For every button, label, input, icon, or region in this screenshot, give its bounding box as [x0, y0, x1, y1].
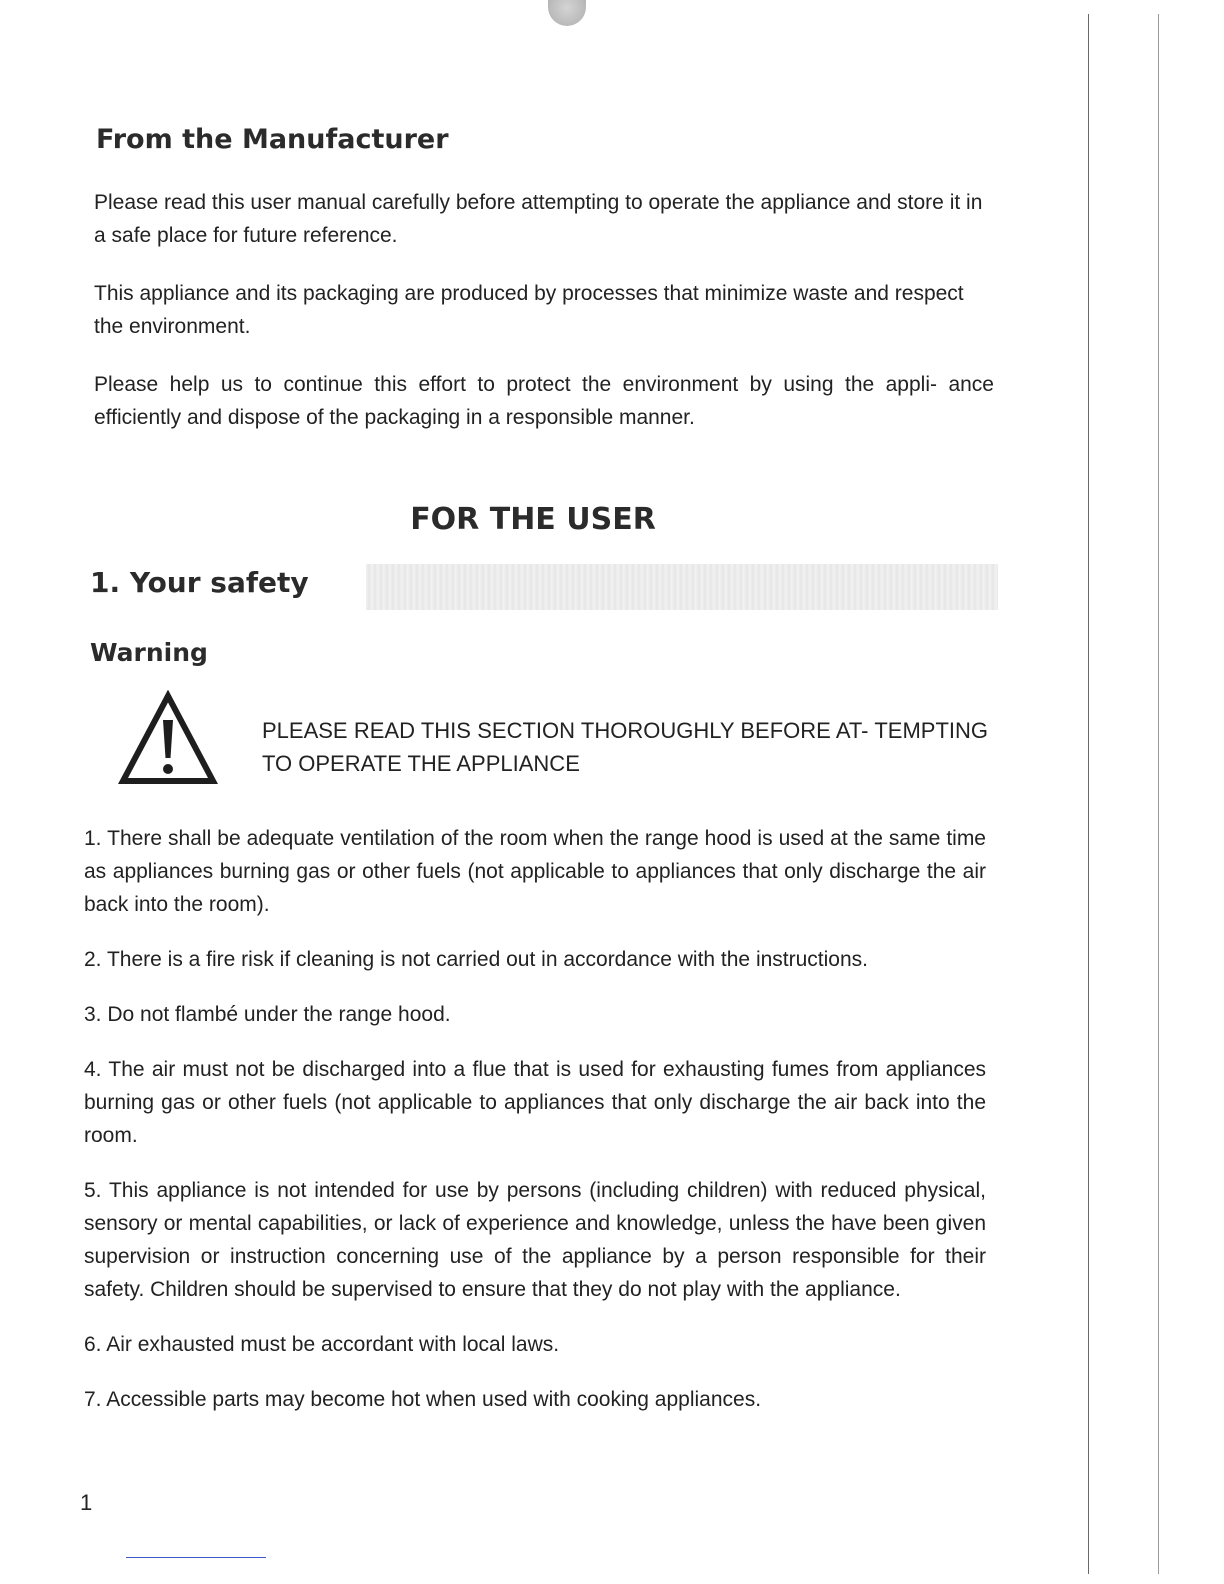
safety-item: 3. Do not flambé under the range hood. [84, 1003, 451, 1026]
warning-triangle-icon [118, 690, 218, 786]
for-the-user-heading: FOR THE USER [410, 502, 656, 537]
manufacturer-paragraph-2: This appliance and its packaging are produced by processes that minimize waste and respect the environment. [94, 282, 964, 338]
safety-item: 4. The air must not be discharged into a flue that is used for exhausting fumes from appliances burning gas or other fuels (not applicable to appliances that only discharge the air back into the room. [84, 1058, 986, 1147]
manufacturer-paragraph-1: Please read this user manual carefully before attempting to operate the appliance and store it in a safe place for future reference. [94, 191, 983, 247]
punch-hole-mark [548, 0, 586, 26]
footer-rule [126, 1557, 266, 1558]
safety-instructions-list [84, 822, 986, 1416]
warning-text: PLEASE READ THIS SECTION THOROUGHLY BEFORE AT- TEMPTING TO OPERATE THE APPLIANCE [262, 718, 988, 776]
page-edge-line-outer [1158, 14, 1159, 1574]
page-edge-line [1088, 14, 1089, 1574]
safety-item: 5. This appliance is not intended for use by persons (including children) with reduced physical, sensory or mental capabilities, or lack of experience and knowledge, unless the have been given supervision or instruction concerning use of the appliance by a person responsible for their safety. Children should be supervised to ensure that they do not play with the appliance. [84, 1179, 986, 1301]
warning-heading: Warning [90, 638, 208, 667]
safety-item: 1. There shall be adequate ventilation of the room when the range hood is used at the same time as appliances burning gas or other fuels (not applicable to appliances that only discharge the air back into the room). [84, 827, 986, 916]
safety-item: 7. Accessible parts may become hot when used with cooking appliances. [84, 1388, 762, 1411]
safety-item: 6. Air exhausted must be accordant with local laws. [84, 1333, 560, 1356]
manufacturer-heading: From the Manufacturer [96, 124, 449, 155]
your-safety-heading: 1. Your safety [90, 566, 309, 599]
manufacturer-paragraph-3: Please help us to continue this effort to protect the environment by using the appli- ance efficiently and dispose of the packaging in a responsible manner. [94, 373, 994, 429]
safety-heading-band [366, 564, 998, 610]
page-number: 1 [80, 1490, 93, 1515]
safety-item: 2. There is a fire risk if cleaning is not carried out in accordance with the instructions. [84, 948, 868, 971]
